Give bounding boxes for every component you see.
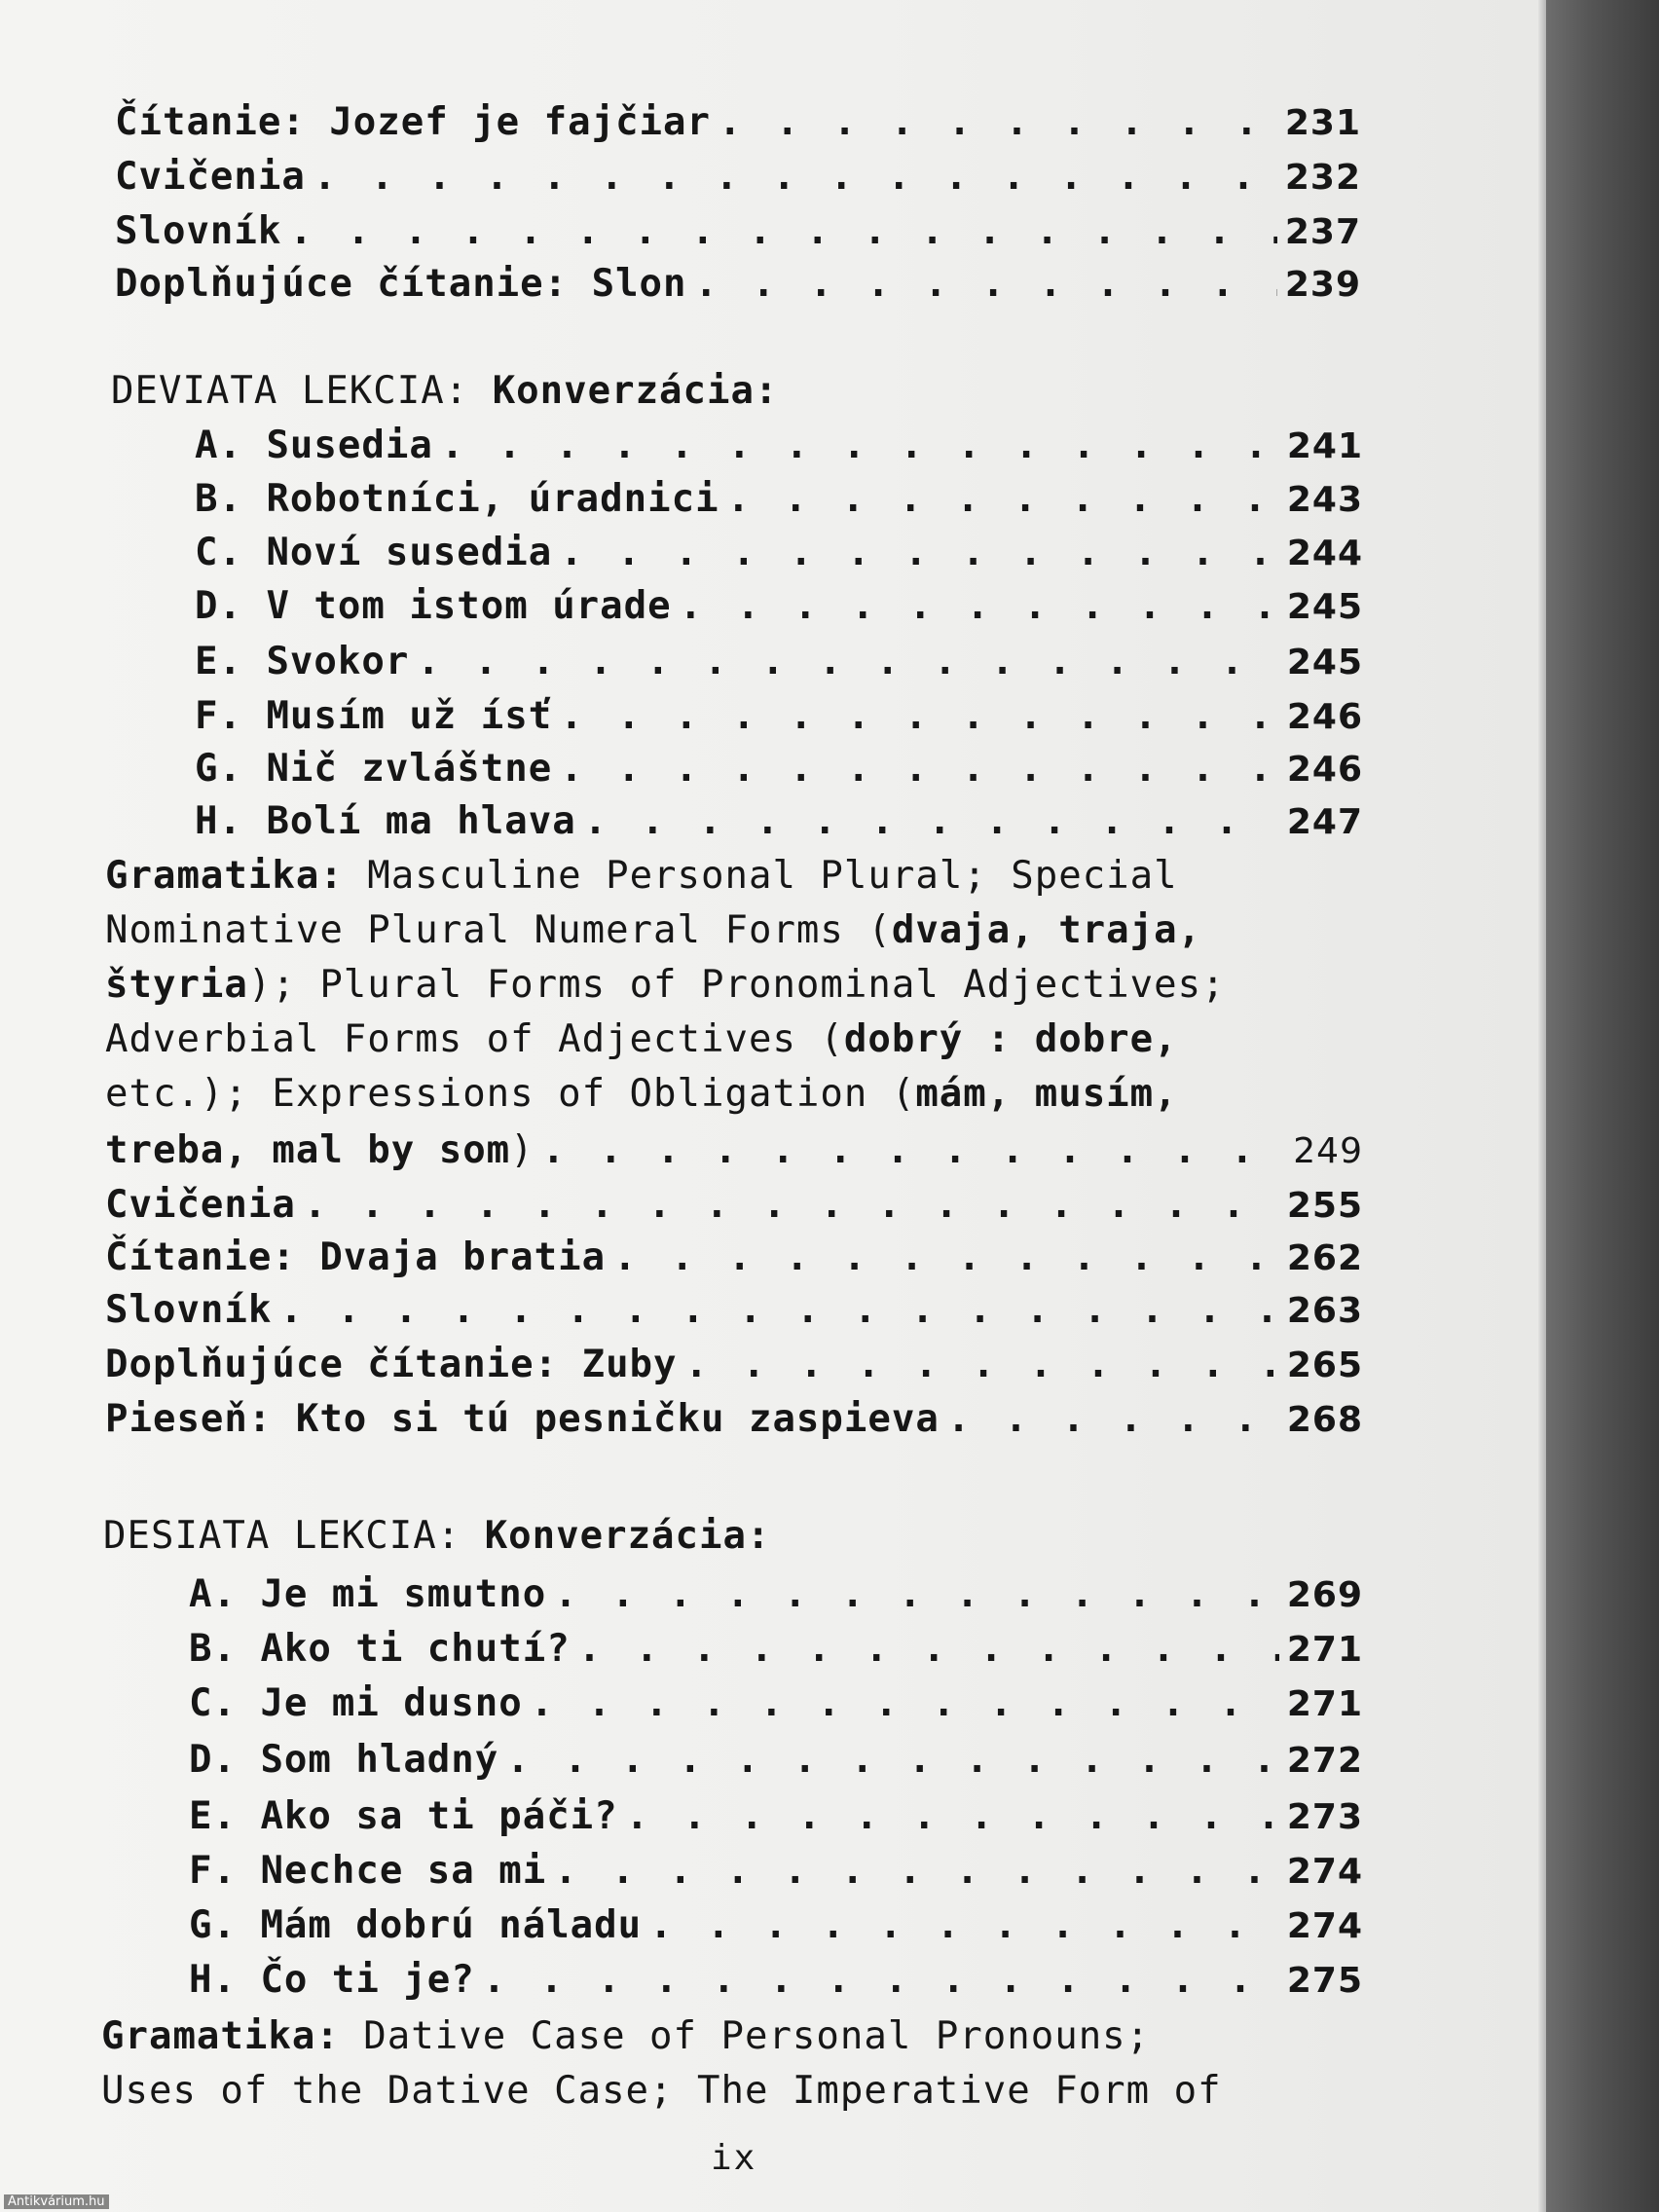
leader-dots [560,744,1279,794]
conversation-entry: A. Susedia . . . 241 [195,421,1363,471]
conversation-entry: B. Ako ti chutí? . . . 271 [189,1624,1363,1675]
conversation-entry: G. Nič zvláštne . . . 246 [195,744,1363,794]
leader-dots [613,1233,1279,1283]
toc-entry: Čítanie: Jozef je fajčiar . . . 231 [115,97,1361,148]
grammar-line: etc.); Expressions of Obligation (mám, musím, [105,1072,1178,1116]
grammar-line: Gramatika: Masculine Personal Plural; Special [105,854,1178,898]
conversation-entry: F. Musím už ísť . . . 246 [195,691,1363,742]
conversation-entry: B. Robotníci, úradnici . . . 243 [195,474,1363,525]
conversation-entry: H. Čo ti je? . . . 275 [189,1955,1363,2006]
watermark: Antikvárium.hu [4,2194,109,2209]
grammar-line: Uses of the Dative Case; The Imperative Form of [101,2069,1222,2113]
toc-entry: Doplňujúce čítanie: Zuby . . . 265 [105,1340,1363,1390]
leader-dots [279,1285,1278,1336]
leader-dots [542,1125,1286,1176]
lesson-heading: DESIATA LEKCIA: Konverzácia: [103,1514,771,1558]
leader-dots [584,796,1279,847]
conversation-entry: C. Je mi dusno . . . 271 [189,1678,1363,1729]
toc-entry: Cvičenia . . . 232 [115,152,1361,203]
conversation-entry: G. Mám dobrú náladu . . . 274 [189,1900,1363,1951]
leader-dots [578,1624,1279,1675]
leader-dots [531,1678,1279,1729]
conversation-entry: E. Svokor . . . 245 [195,637,1363,687]
conversation-entry: H. Bolí ma hlava . . . 247 [195,796,1363,847]
leader-dots [441,421,1279,471]
leader-dots [685,1340,1279,1390]
leader-dots [304,1180,1279,1231]
grammar-line: Gramatika: Dative Case of Personal Pronouns; [101,2014,1151,2058]
leader-dots [289,206,1276,257]
leader-dots [719,97,1277,148]
leader-dots [313,152,1277,203]
grammar-line: Nominative Plural Numeral Forms (dvaja, traja, [105,908,1202,952]
page-number: ix [711,2138,757,2178]
leader-dots [483,1955,1279,2006]
conversation-entry: D. Som hladný . . . 272 [189,1735,1363,1786]
conversation-entry: D. V tom istom úrade . . . 245 [195,581,1363,632]
conversation-entry: E. Ako sa ti páči? . . . 273 [189,1791,1363,1842]
leader-dots [727,474,1279,525]
toc-entry: Slovník . . . 237 [115,206,1361,257]
book-spine-shadow [1546,0,1659,2212]
leader-dots [554,1846,1279,1897]
conversation-entry: C. Noví susedia . . . 244 [195,528,1363,578]
leader-dots [560,691,1279,742]
leader-dots [506,1735,1279,1786]
grammar-line: štyria); Plural Forms of Pronominal Adjectives; [105,963,1226,1007]
leader-dots [947,1394,1279,1445]
toc-entry: Slovník . . . 263 [105,1285,1363,1336]
toc-entry: Cvičenia . . . 255 [105,1180,1363,1231]
leader-dots [417,637,1279,687]
leader-dots [695,259,1277,310]
leader-dots [680,581,1279,632]
leader-dots [560,528,1279,578]
leader-dots [554,1569,1279,1620]
grammar-line: treba, mal by som) . . . 249 [105,1125,1363,1176]
toc-entry: Doplňujúce čítanie: Slon . . . 239 [115,259,1361,310]
conversation-entry: A. Je mi smutno . . . 269 [189,1569,1363,1620]
grammar-line: Adverbial Forms of Adjectives (dobrý : dobre, [105,1017,1178,1061]
conversation-entry: F. Nechce sa mi . . . 274 [189,1846,1363,1897]
leader-dots [649,1900,1279,1951]
leader-dots [626,1791,1279,1842]
lesson-heading: DEVIATA LEKCIA: Konverzácia: [111,369,779,413]
toc-entry: Pieseň: Kto si tú pesničku zaspieva . . . 268 [105,1394,1363,1445]
toc-entry: Čítanie: Dvaja bratia . . . 262 [105,1233,1363,1283]
